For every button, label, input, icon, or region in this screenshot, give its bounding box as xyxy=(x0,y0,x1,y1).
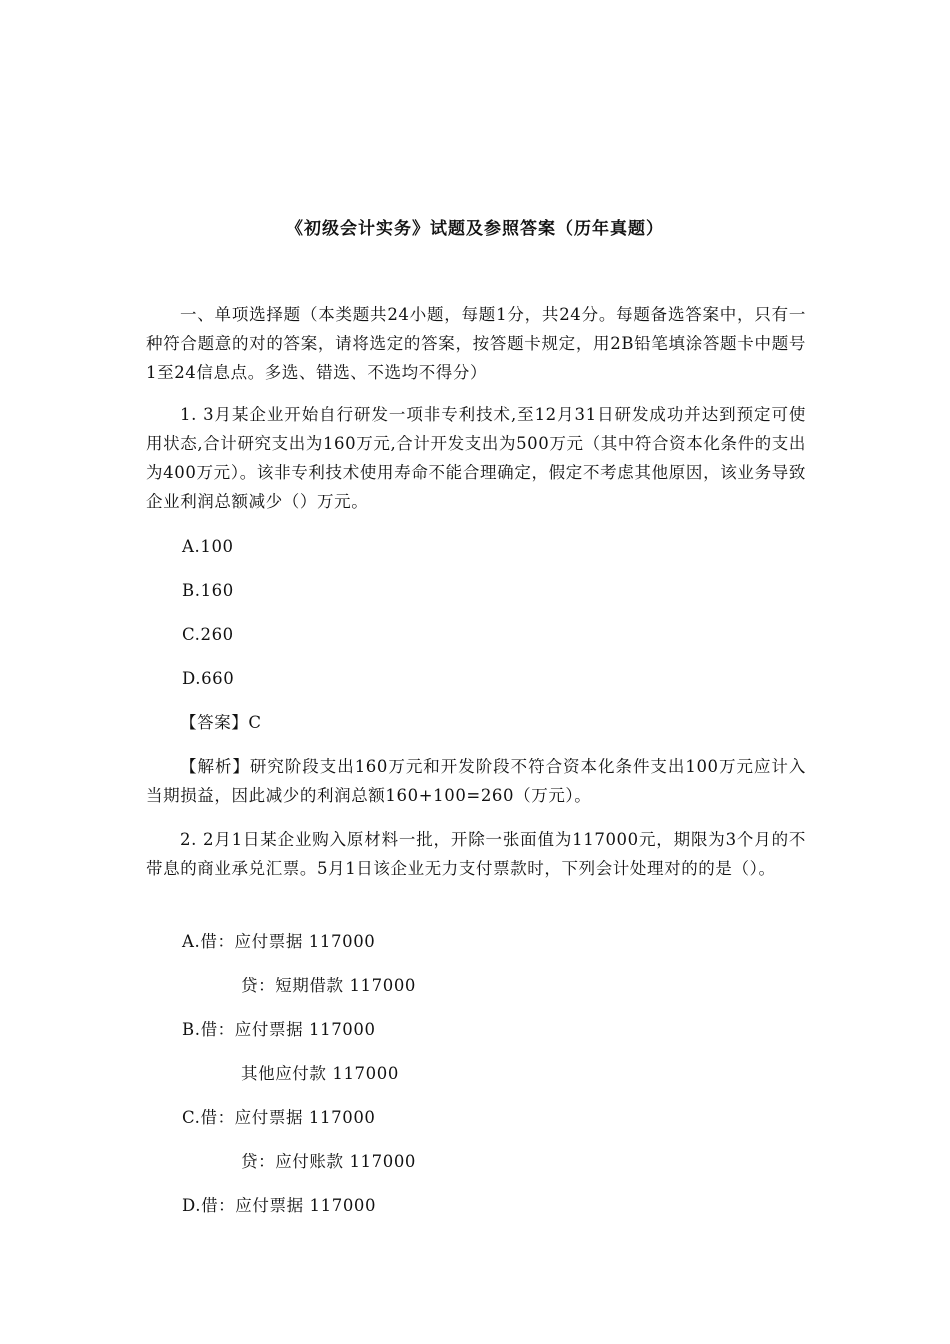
question-2-option-a-line-2: 贷：短期借款 117000 xyxy=(241,976,417,995)
question-1-option-c: C.260 xyxy=(182,625,234,644)
document-title: 《初级会计实务》试题及参照答案（历年真题） xyxy=(286,219,664,239)
question-2-option-c-line-2: 贷：应付账款 117000 xyxy=(241,1152,417,1171)
question-2-option-b-line-1: B.借：应付票据 117000 xyxy=(182,1020,376,1039)
question-1-option-d: D.660 xyxy=(182,669,235,688)
question-2-option-d-line-1: D.借：应付票据 117000 xyxy=(182,1196,377,1215)
section-intro: 一、单项选择题（本类题共24小题，每题1分，共24分。每题备选答案中，只有一种符合题意的对的答案，请将选定的答案，按答题卡规定，用2B铅笔填涂答题卡中题号1至24信息点。多选、错选、不选均不得分） xyxy=(146,305,806,382)
question-1-option-b: B.160 xyxy=(182,581,234,600)
question-2-option-b-line-2: 其他应付款 117000 xyxy=(241,1064,399,1083)
question-1-answer: 【答案】C xyxy=(180,713,262,732)
question-1-option-a: A.100 xyxy=(182,537,234,556)
question-2-stem: 2. 2月1日某企业购入原材料一批，开除一张面值为117000元，期限为3个月的不带息的商业承兑汇票。5月1日该企业无力支付票款时，下列会计处理对的的是（）。 xyxy=(146,830,806,878)
question-2-option-c-line-1: C.借：应付票据 117000 xyxy=(182,1108,376,1127)
question-1-stem: 1. 3月某企业开始自行研发一项非专利技术,至12月31日研发成功并达到预定可使用状态,合计研究支出为160万元,合计开发支出为500万元（其中符合资本化条件的支出为400万元）。该非专利技术使用寿命不能合理确定，假定不考虑其他原因，该业务导致企业利润总额减少（）万元。 xyxy=(146,405,806,511)
question-1-analysis: 【解析】研究阶段支出160万元和开发阶段不符合资本化条件支出100万元应计入当期损益，因此减少的利润总额160+100=260（万元）。 xyxy=(146,757,806,805)
question-2-option-a-line-1: A.借：应付票据 117000 xyxy=(182,932,376,951)
